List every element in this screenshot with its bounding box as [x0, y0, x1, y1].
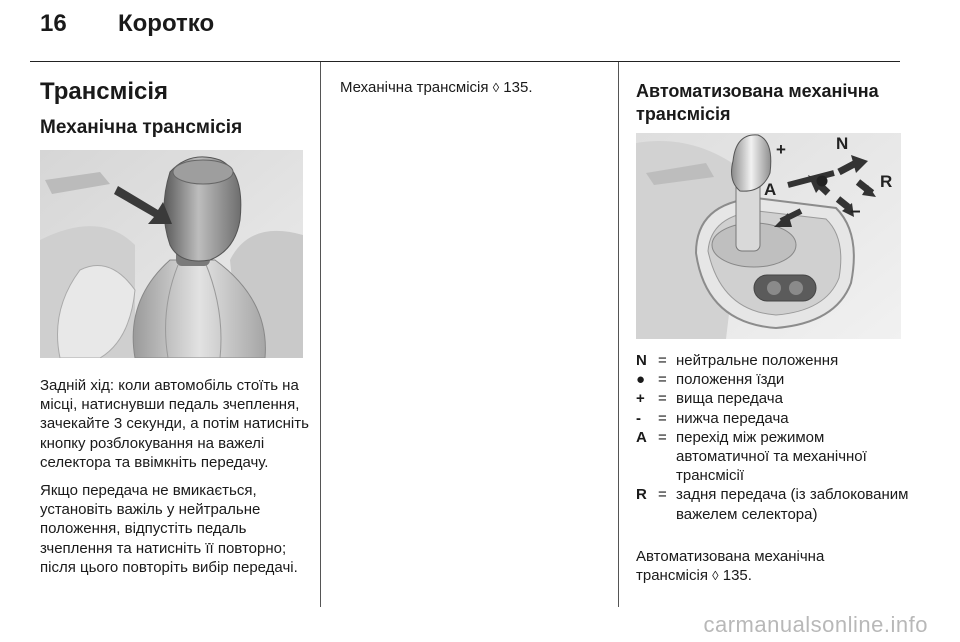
reverse-gear-paragraph: Задній хід: коли автомобіль стоїть на місці, натиснувши педаль зчеплення, зачекайте 3 секунди, а потім натисніть кнопку розблокування на важелі селектора та ввімкніть передачу. [40, 377, 309, 471]
legend-key: - [636, 409, 641, 427]
legend-key: R [636, 486, 647, 504]
section-title: Трансмісія [40, 78, 169, 105]
manual-gear-lever-illustration [40, 150, 303, 358]
legend-key: ● [636, 371, 646, 389]
legend-text: нейтральне положення [676, 352, 839, 369]
figure-label-a: A [764, 180, 777, 199]
automated-transmission-reference [636, 547, 896, 585]
legend-row [636, 370, 916, 389]
column-divider-1 [320, 62, 321, 607]
legend-row [636, 428, 916, 486]
legend-text: вища передача [676, 390, 783, 408]
legend-row [636, 389, 916, 408]
gear-not-engaging-paragraph: Якщо передача не вмикається, установіть важіль у нейтральне положення, відпустіть педаль зчеплення та натисніть її повторно; після цього повторіть вибір передачі. [40, 482, 298, 576]
legend-equals: = [658, 409, 667, 427]
page-reference-icon: ◊ [492, 80, 500, 95]
header-divider [30, 61, 900, 62]
reference-text: Механічна трансмісія [340, 79, 489, 96]
legend-equals: = [658, 486, 667, 504]
legend-key: N [636, 352, 647, 369]
page-reference-icon: ◊ [712, 568, 719, 584]
legend-text: перехід між режимом автоматичної та механічної трансмісії [676, 428, 867, 485]
legend-row [636, 351, 916, 370]
legend-equals: = [658, 428, 667, 446]
legend-text: положення їзди [676, 371, 785, 389]
automated-gear-selector-illustration [636, 133, 901, 339]
automated-transmission-title: Автоматизована механічна трансмісія [636, 81, 879, 124]
legend-text: нижча передача [676, 409, 789, 427]
legend-row [636, 485, 916, 523]
footer-reference-page[interactable]: 135. [722, 567, 752, 585]
subsection-title: Механічна трансмісія [40, 117, 243, 138]
legend-key: + [636, 390, 645, 408]
chapter-title: Коротко [118, 10, 215, 37]
figure-label-n: N [836, 134, 849, 153]
footer-reference-text: Автоматизована механічна трансмісія [636, 548, 825, 585]
manual-transmission-reference [340, 78, 533, 97]
legend-equals: = [658, 352, 667, 369]
figure-label-r: R [880, 172, 893, 191]
figure-label-plus: + [776, 140, 786, 159]
legend-equals: = [658, 371, 667, 389]
legend-key: A [636, 428, 647, 446]
watermark: carmanualsonline.info [703, 612, 928, 637]
reference-page[interactable]: 135. [503, 79, 533, 96]
selector-legend [636, 351, 916, 524]
column-divider-2 [618, 62, 619, 607]
page-number: 16 [40, 10, 67, 37]
figure-label-minus: – [850, 201, 861, 222]
legend-text: задня передача (із заблокованим важелем селектора) [676, 486, 909, 523]
legend-row [636, 409, 916, 428]
legend-equals: = [658, 390, 667, 408]
